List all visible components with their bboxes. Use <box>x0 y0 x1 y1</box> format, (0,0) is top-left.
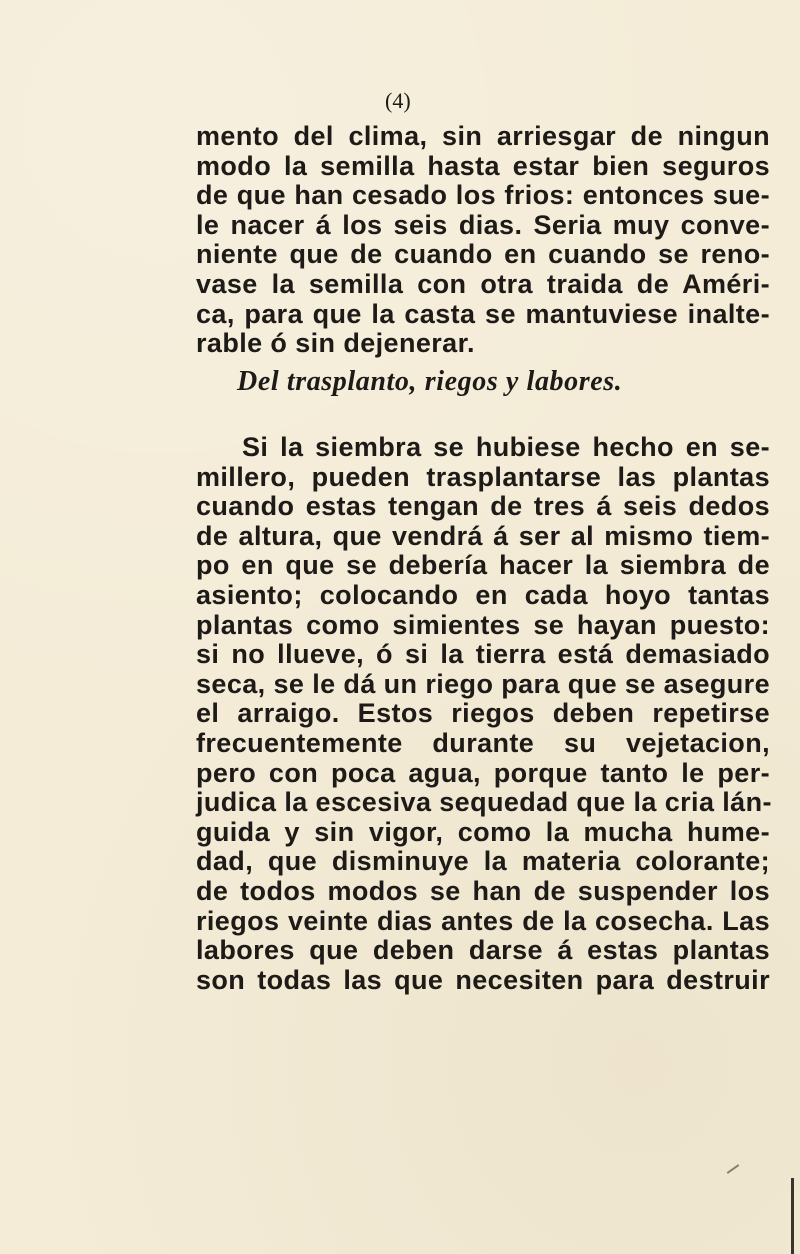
text-line: Si la siembra se hubiese hecho en se- <box>242 432 770 462</box>
text-line: millero, pueden trasplantarse las plantas <box>196 461 770 492</box>
paragraph-climate <box>196 122 770 359</box>
text-line: ca, para que la casta se mantuviese inalte- <box>196 298 770 329</box>
text-line: po en que se debería hacer la siembra de <box>196 550 770 581</box>
page-number: (4) <box>385 88 411 113</box>
page-edge-mark <box>791 1178 794 1254</box>
text-line: de que han cesado los frios: entonces sue- <box>196 180 770 211</box>
text-line: de altura, que vendrá á ser al mismo tiem- <box>196 520 770 551</box>
paper-mark <box>727 1164 740 1174</box>
text-line: pero con poca agua, porque tanto le per- <box>196 757 770 788</box>
text-line: son todas las que necesiten para destruir <box>196 964 770 995</box>
text-line: de todos modos se han de suspender los <box>196 875 770 906</box>
text-line: asiento; colocando en cada hoyo tantas <box>196 579 770 610</box>
text-line: mento del clima, sin arriesgar de ningun <box>196 121 770 151</box>
text-line: si no llueve, ó si la tierra está demasiado <box>196 639 770 670</box>
text-line: frecuentemente durante su vejetacion, <box>196 727 770 758</box>
text-line: rable ó sin dejenerar. <box>196 328 475 359</box>
text-line: guida y sin vigor, como la mucha hume- <box>196 816 770 847</box>
text-line: modo la semilla hasta estar bien seguros <box>196 150 770 181</box>
paragraph-transplant <box>196 433 770 995</box>
text-line: niente que de cuando en cuando se reno- <box>196 239 770 270</box>
text-line: vase la semilla con otra traida de Améri- <box>196 268 770 299</box>
text-line: el arraigo. Estos riegos deben repetirse <box>196 698 770 729</box>
text-line: dad, que disminuye la materia colorante; <box>196 846 770 877</box>
section-heading: Del trasplanto, riegos y labores. <box>237 366 623 397</box>
text-line: le nacer á los seis dias. Seria muy conve- <box>196 209 770 240</box>
text-line: judica la escesiva sequedad que la cria lán- <box>196 787 772 818</box>
text-line: cuando estas tengan de tres á seis dedos <box>196 491 770 522</box>
text-line: labores que deben darse á estas plantas <box>196 935 770 966</box>
text-line: seca, se le dá un riego para que se asegure <box>196 668 770 699</box>
text-line: riegos veinte dias antes de la cosecha. Las <box>196 905 770 936</box>
text-line: plantas como simientes se hayan puesto: <box>196 609 770 640</box>
